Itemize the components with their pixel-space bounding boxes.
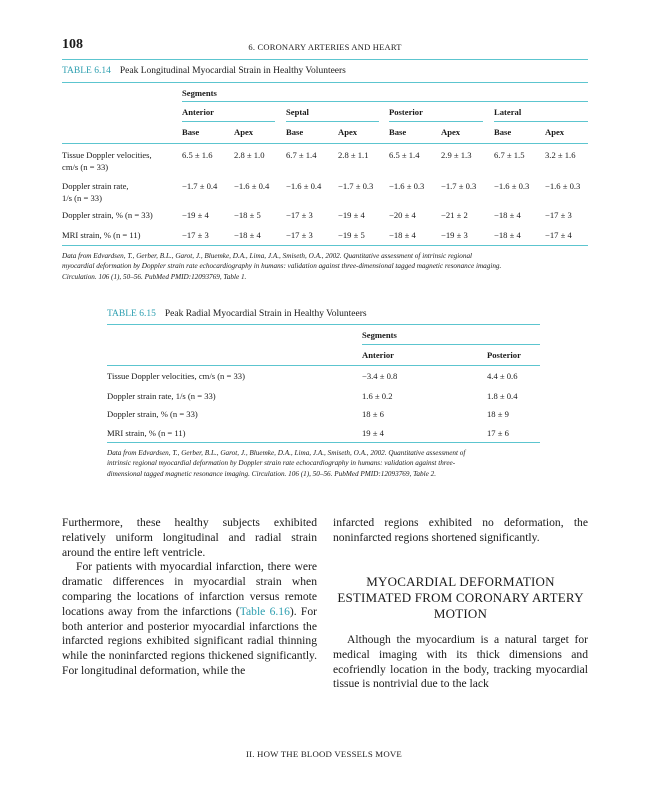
- table1-subheader: Base: [494, 127, 512, 137]
- note-line: Circulation. 106 (1), 50–56. PubMed PMID:12093769, Table 1.: [62, 272, 247, 281]
- table1-number: TABLE 6.14: [62, 66, 111, 76]
- paragraph: For patients with myocardial infarction, there were dramatic differences in myocardial strain when comparing the locations of infarction versus remote locations away from the infarctions (Table 6.16). For both anterior and posterior myocardial infarctions the infarcted regions exhibited significant radial thinning while the noninfarcted regions thickened significantly. For longitudinal deformation, while the: [62, 560, 318, 677]
- table1-segment-rule-posterior: [389, 121, 483, 122]
- page-number: 108: [62, 37, 83, 52]
- table1-group-rule: [182, 101, 588, 102]
- table1-cell: 2.8 ± 1.1: [338, 150, 369, 160]
- table2-row-label: Tissue Doppler velocities, cm/s (n = 33): [107, 371, 245, 381]
- note-line: intrinsic regional myocardial deformation by Doppler strain rate echocardiography in humans: validation against three-: [107, 459, 456, 468]
- table2-group-header: Segments: [362, 330, 397, 340]
- table1-source-note: [62, 251, 501, 282]
- running-head: 6. CORONARY ARTERIES AND HEART: [248, 42, 402, 52]
- table2-col-anterior: Anterior: [362, 350, 394, 360]
- table1-segment-rule-septal: [286, 121, 379, 122]
- note-line: dimensional tagged magnetic resonance imaging. Circulation. 106 (1), 50–56. PubMed PMID:12093769, Table 2.: [107, 469, 436, 478]
- table2-number: TABLE 6.15: [107, 309, 156, 319]
- table1-cell: −17 ± 4: [545, 230, 572, 240]
- table2-title: Peak Radial Myocardial Strain in Healthy Volunteers: [164, 309, 367, 319]
- left-column: [62, 516, 317, 679]
- table1-cell: −18 ± 4: [234, 230, 261, 240]
- table1-top-rule: [62, 82, 588, 83]
- table2-cell: 18 ± 6: [362, 409, 384, 419]
- table2-cell: 18 ± 9: [487, 409, 509, 419]
- table1-cell: −1.6 ± 0.3: [545, 181, 581, 191]
- paragraph: Although the myocardium is a natural target for medical imaging with its thick dimensions and ecofriendly location in the body, tracking myocardial tissue is nontrivial due to the lack: [333, 633, 588, 691]
- table2-row-label: Doppler strain rate, 1/s (n = 33): [107, 391, 216, 401]
- table1-cell: −18 ± 4: [494, 210, 521, 220]
- table1-subheader: Apex: [234, 127, 254, 137]
- table1-cell: 6.5 ± 1.4: [389, 150, 420, 160]
- table1-segment-rule-lateral: [494, 121, 588, 122]
- table2-cell: −3.4 ± 0.8: [362, 371, 398, 381]
- table1-row-label: 1/s (n = 33): [62, 193, 102, 203]
- table2-group-rule: [362, 344, 540, 345]
- note-line: Data from Edvardsen, T., Gerber, B.L., Garot, J., Bluemke, D.A., Lima, J.A., Smiseth, O.A., 2002. Quantitative assessment of: [107, 449, 466, 457]
- table1-segment-rule-anterior: [182, 121, 275, 122]
- table1-cell: −18 ± 4: [389, 230, 416, 240]
- table1-cell: −18 ± 5: [234, 210, 261, 220]
- table1-row-label: cm/s (n = 33): [62, 162, 109, 172]
- table1-cell: −1.7 ± 0.3: [338, 181, 374, 191]
- table1-cell: −1.7 ± 0.3: [441, 181, 477, 191]
- table1-subheader: Base: [389, 127, 407, 137]
- right-column-top: [333, 516, 588, 546]
- table1-segment-anterior: Anterior: [182, 107, 214, 117]
- table1-row-label: MRI strain, % (n = 11): [62, 230, 141, 240]
- table1-cell: −19 ± 4: [182, 210, 209, 220]
- table1-cell: −1.6 ± 0.3: [494, 181, 530, 191]
- table1-cell: −19 ± 3: [441, 230, 468, 240]
- right-column-bottom: [333, 633, 588, 692]
- table2-cell: 17 ± 6: [487, 428, 509, 438]
- table1-subheader: Base: [182, 127, 200, 137]
- table1-cell: −17 ± 3: [286, 210, 313, 220]
- table1-caption: [62, 66, 346, 76]
- table1-segment-posterior: Posterior: [389, 107, 423, 117]
- table1-cell: −20 ± 4: [389, 210, 416, 220]
- table2-top-rule: [107, 324, 540, 325]
- table1-subheader: Apex: [441, 127, 461, 137]
- table2-cell: 1.8 ± 0.4: [487, 391, 518, 401]
- table1-row-label: Doppler strain rate,: [62, 181, 129, 191]
- page-header: [62, 37, 588, 60]
- table1-cell: −1.6 ± 0.3: [389, 181, 425, 191]
- table2-row-label: Doppler strain, % (n = 33): [107, 409, 198, 419]
- table1-cell: 6.5 ± 1.6: [182, 150, 213, 160]
- page-footer: II. HOW THE BLOOD VESSELS MOVE: [245, 749, 403, 759]
- table1-row-label: Doppler strain, % (n = 33): [62, 210, 153, 220]
- table1-group-header: Segments: [182, 88, 217, 98]
- table1-cell: 6.7 ± 1.5: [494, 150, 525, 160]
- table1-subheader: Base: [286, 127, 304, 137]
- table1-cell: −1.7 ± 0.4: [182, 181, 218, 191]
- table1-cell: −19 ± 4: [338, 210, 365, 220]
- table1-segment-septal: Septal: [286, 107, 309, 117]
- table1-subheader: Apex: [545, 127, 565, 137]
- table1-cell: 3.2 ± 1.6: [545, 150, 576, 160]
- table1-segment-lateral: Lateral: [494, 107, 522, 117]
- table1-title: Peak Longitudinal Myocardial Strain in Healthy Volunteers: [119, 66, 346, 76]
- paragraph: infarcted regions exhibited no deformation, the noninfarcted regions shortened significantly.: [333, 516, 588, 544]
- table1-cell: 6.7 ± 1.4: [286, 150, 317, 160]
- table2-cell: 1.6 ± 0.2: [362, 391, 393, 401]
- table2-cell: 4.4 ± 0.6: [487, 371, 518, 381]
- table2-header-rule: [107, 365, 540, 366]
- table1-header-rule: [62, 143, 588, 144]
- note-line: myocardial deformation by Doppler strain rate echocardiography in humans: validation against three-dimensional tagged magnetic resonance imaging.: [62, 262, 502, 271]
- table1-cell: −1.6 ± 0.4: [234, 181, 270, 191]
- table2-source-note: [107, 448, 465, 479]
- table1-cell: −21 ± 2: [441, 210, 468, 220]
- table-6-16-link[interactable]: Table 6.16: [239, 604, 290, 618]
- paragraph: Furthermore, these healthy subjects exhibited relatively uniform longitudinal and radial strain around the entire left ventricle.: [62, 516, 317, 559]
- table2-caption: [107, 309, 367, 319]
- table1-cell: 2.9 ± 1.3: [441, 150, 472, 160]
- table2-col-posterior: Posterior: [487, 350, 521, 360]
- table1-subheader: Apex: [338, 127, 358, 137]
- table2-cell: 19 ± 4: [362, 428, 384, 438]
- table2-bottom-rule: [107, 442, 540, 443]
- section-heading: MYOCARDIAL DEFORMATION ESTIMATED FROM CORONARY ARTERY MOTION: [337, 574, 584, 621]
- note-line: Data from Edvardsen, T., Gerber, B.L., Garot, J., Bluemke, D.A., Lima, J.A., Smiseth, O.A., 2002. Quantitative assessment of intrinsic regional: [62, 252, 473, 260]
- table1-bottom-rule: [62, 245, 588, 246]
- table1-cell: −17 ± 3: [545, 210, 572, 220]
- table1-cell: −17 ± 3: [286, 230, 313, 240]
- table1-cell: −17 ± 3: [182, 230, 209, 240]
- table1-cell: −18 ± 4: [494, 230, 521, 240]
- table2-row-label: MRI strain, % (n = 11): [107, 428, 186, 438]
- table1-cell: −19 ± 5: [338, 230, 365, 240]
- table1-cell: 2.8 ± 1.0: [234, 150, 265, 160]
- table1-cell: −1.6 ± 0.4: [286, 181, 322, 191]
- table1-row-label: Tissue Doppler velocities,: [62, 150, 152, 160]
